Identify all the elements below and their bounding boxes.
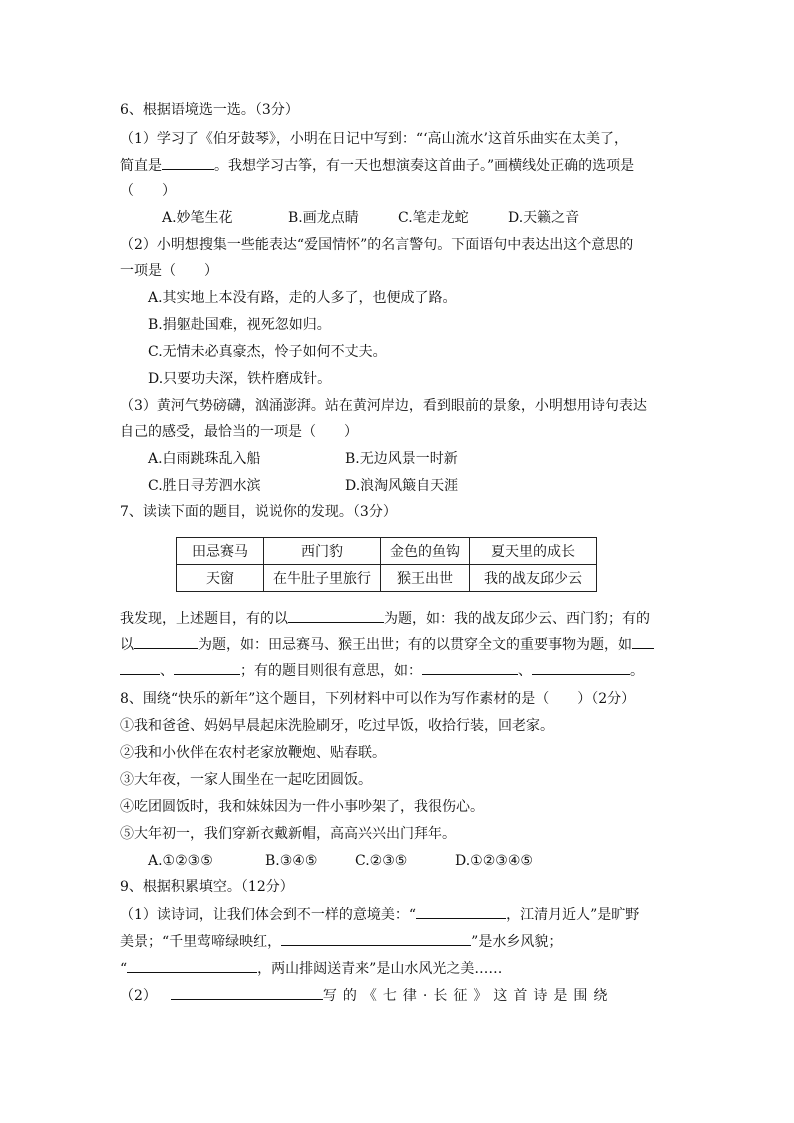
q7-blank-5[interactable]	[422, 660, 518, 675]
q9-line4	[120, 985, 613, 1006]
q9-blank-4[interactable]	[171, 985, 323, 1000]
q9-blank-1[interactable]	[416, 904, 506, 919]
q6-p1-answer-bracket[interactable]: （ ）	[120, 183, 176, 199]
q7-blank-2[interactable]	[134, 634, 198, 649]
q9-l3-quote: “	[120, 961, 128, 977]
q6-p1-blank[interactable]	[162, 155, 214, 170]
q8-title: 8、围绕“快乐的新年”这个题目，下列材料中可以作为写作素材的是（ ）（2分）	[120, 691, 636, 707]
q6-p3-option-c: C.胜日寻芳泗水滨	[148, 478, 261, 494]
table-cell: 天窗	[177, 565, 264, 592]
table-cell: 我的战友邱少云	[470, 565, 597, 592]
q8-option-c: C.②③⑤	[355, 853, 408, 869]
q8-item-5: ⑤大年初一，我们穿新衣戴新帽，高高兴兴出门拜年。	[120, 826, 456, 842]
q7-l3-sep-c: 、	[518, 663, 532, 679]
q8-item-4: ④吃团圆饭时，我和妹妹因为一件小事吵架了，我很伤心。	[120, 799, 484, 815]
q6-p1-option-b: B.画龙点睛	[288, 210, 359, 226]
q6-p1-line2	[120, 155, 634, 176]
q6-p3-line1: （3）黄河气势磅礴，汹涌澎湃。站在黄河岸边，看到眼前的景象，小明想用诗句表达	[120, 398, 647, 414]
q6-p3-line2: 自己的感受，最恰当的一项是（ ）	[120, 424, 358, 440]
table-cell: 夏天里的成长	[470, 538, 597, 565]
q6-p3-option-b: B.无边风景一时新	[345, 451, 458, 467]
q7-l2-text-b: 为题，如：田忌赛马、猴王出世；有的以贯穿全文的重要事物为题，如	[198, 637, 632, 653]
q7-blank-3a[interactable]	[632, 634, 654, 649]
q9-blank-2[interactable]	[281, 931, 471, 946]
table-cell: 在牛肚子里旅行	[264, 565, 381, 592]
table-cell: 金色的鱼钩	[381, 538, 470, 565]
q7-line2	[120, 634, 654, 655]
q8-option-a: A.①②③⑤	[148, 853, 213, 869]
q6-p2-option-a: A.其实地上本没有路，走的人多了，也便成了路。	[148, 290, 457, 306]
q7-l3-sep-a: 、	[160, 663, 174, 679]
q6-title: 6、根据语境选一选。（3分）	[120, 102, 299, 118]
q7-blank-4[interactable]	[174, 660, 240, 675]
q7-l3-text-b: ；有的题目则很有意思，如：	[240, 663, 422, 679]
q7-blank-6[interactable]	[532, 660, 630, 675]
table-row	[177, 538, 597, 565]
q7-l1-text-b: 为题，如：我的战友邱少云、西门豹；有的	[384, 611, 650, 627]
q6-p2-line2: 一项是（ ）	[120, 263, 218, 279]
q7-l2-text-a: 以	[120, 637, 134, 653]
q9-l1-text-b: ，江清月近人”是旷野	[506, 907, 640, 923]
q8-item-2: ②我和小伙伴在农村老家放鞭炮、贴春联。	[120, 745, 386, 761]
q8-option-d: D.①②③④⑤	[455, 853, 533, 869]
table-row	[177, 565, 597, 592]
q6-p2-option-d: D.只要功夫深，铁杵磨成针。	[148, 371, 332, 387]
q9-l2-text-a: 美景；“千里莺啼绿映红，	[120, 934, 282, 950]
q6-p1-text-b: 。我想学习古筝，有一天也想演奏这首曲子。”画横线处正确的选项是	[214, 158, 635, 174]
q6-p3-option-a: A.白雨跳珠乱入船	[148, 451, 261, 467]
q9-l3-text-b: ，两山排闼送青来”是山水风光之美……	[257, 961, 503, 977]
q6-p1-option-d: D.天籁之音	[508, 210, 580, 226]
q6-p2-line1: （2）小明想搜集一些能表达“爱国情怀”的名言警句。下面语句中表达出这个意思的	[120, 237, 634, 253]
q7-title-table	[176, 537, 597, 592]
q9-l2-text-b: ”是水乡风貌；	[471, 934, 563, 950]
q6-p3-option-d: D.浪淘风簸自天涯	[345, 478, 459, 494]
q7-l1-text-a: 我发现，上述题目，有的以	[120, 611, 288, 627]
q7-blank-1[interactable]	[288, 608, 384, 623]
q8-item-3: ③大年夜，一家人围坐在一起吃团圆饭。	[120, 772, 372, 788]
q6-p1-text-a: 简直是	[120, 158, 162, 174]
table-cell: 田忌赛马	[177, 538, 264, 565]
q8-option-b: B.③④⑤	[265, 853, 318, 869]
q9-line3	[120, 958, 502, 979]
q7-l3-end: 。	[630, 663, 644, 679]
q9-blank-3[interactable]	[127, 958, 257, 973]
q9-l1-text-a: （1）读诗词，让我们体会到不一样的意境美：“	[120, 907, 417, 923]
q6-p2-option-b: B.捐躯赴国难，视死忽如归。	[148, 317, 331, 333]
q7-line1	[120, 608, 650, 629]
q9-title: 9、根据积累填空。（12分）	[120, 879, 294, 895]
table-cell: 西门豹	[264, 538, 381, 565]
table-cell: 猴王出世	[381, 565, 470, 592]
q7-title: 7、读读下面的题目，说说你的发现。（3分）	[120, 504, 397, 520]
q9-l4-text-a: （2）	[120, 988, 157, 1004]
q7-blank-3b[interactable]	[120, 660, 160, 675]
q8-item-1: ①我和爸爸、妈妈早晨起床洗脸刷牙，吃过早饭，收拾行装，回老家。	[120, 718, 554, 734]
q9-line2	[120, 931, 562, 952]
q6-p1-option-a: A.妙笔生花	[162, 210, 233, 226]
q9-l4-text-b: 写的《七律·长征》这首诗是围绕	[322, 988, 614, 1004]
q6-p1-line1: （1）学习了《伯牙鼓琴》，小明在日记中写到：“‘高山流水’这首乐曲实在太美了，	[120, 131, 628, 147]
q6-p1-option-c: C.笔走龙蛇	[398, 210, 469, 226]
q9-line1	[120, 904, 639, 925]
q6-p2-option-c: C.无情未必真豪杰，怜子如何不丈夫。	[148, 344, 387, 360]
q7-line3	[120, 660, 644, 681]
